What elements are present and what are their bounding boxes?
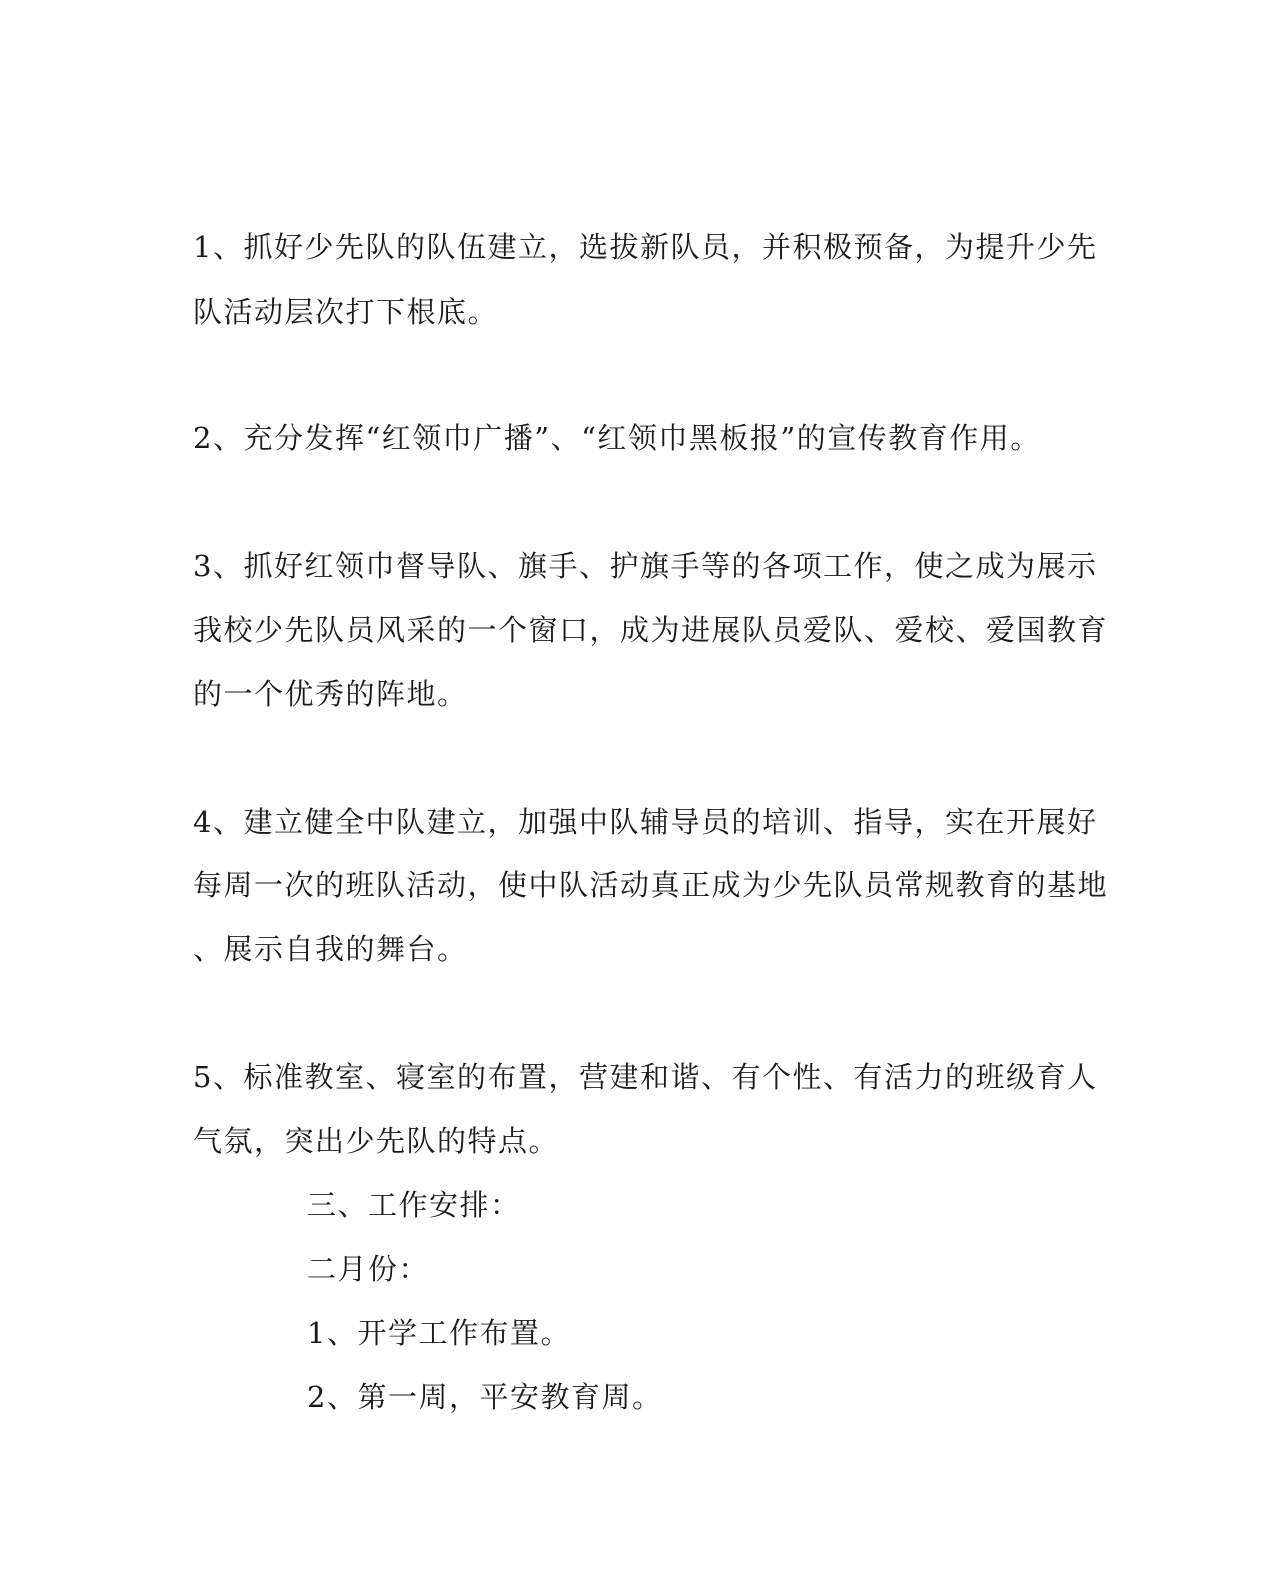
paragraph-3-line-3: 的一个优秀的阵地。 — [193, 677, 468, 711]
month-heading: 二月份： — [307, 1252, 430, 1286]
paragraph-5-line-2: 气氛，突出少先队的特点。 — [193, 1124, 560, 1158]
paragraph-1-line-1: 1、抓好少先队的队伍建立，选拔新队员，并积极预备，为提升少先 — [193, 230, 1098, 264]
paragraph-1-line-2: 队活动层次打下根底。 — [193, 295, 499, 329]
paragraph-5-line-1: 5、标准教室、寝室的布置，营建和谐、有个性、有活力的班级育人 — [193, 1060, 1098, 1094]
paragraph-3-line-2: 我校少先队员风采的一个窗口，成为进展队员爱队、爱校、爱国教育 — [193, 613, 1109, 647]
schedule-item: 2、第一周，平安教育周。 — [307, 1380, 663, 1414]
section-heading: 三、工作安排： — [307, 1188, 521, 1222]
paragraph-4-line-1: 4、建立健全中队建立，加强中队辅导员的培训、指导，实在开展好 — [193, 805, 1098, 839]
paragraph-4-line-3: 、展示自我的舞台。 — [193, 932, 468, 966]
paragraph-3-line-1: 3、抓好红领巾督导队、旗手、护旗手等的各项工作，使之成为展示 — [193, 549, 1098, 583]
paragraph-2-line-1: 2、充分发挥“红领巾广播”、“红领巾黑板报”的宣传教育作用。 — [193, 421, 1041, 455]
paragraph-4-line-2: 每周一次的班队活动，使中队活动真正成为少先队员常规教育的基地 — [193, 868, 1109, 902]
schedule-item: 1、开学工作布置。 — [307, 1316, 571, 1350]
